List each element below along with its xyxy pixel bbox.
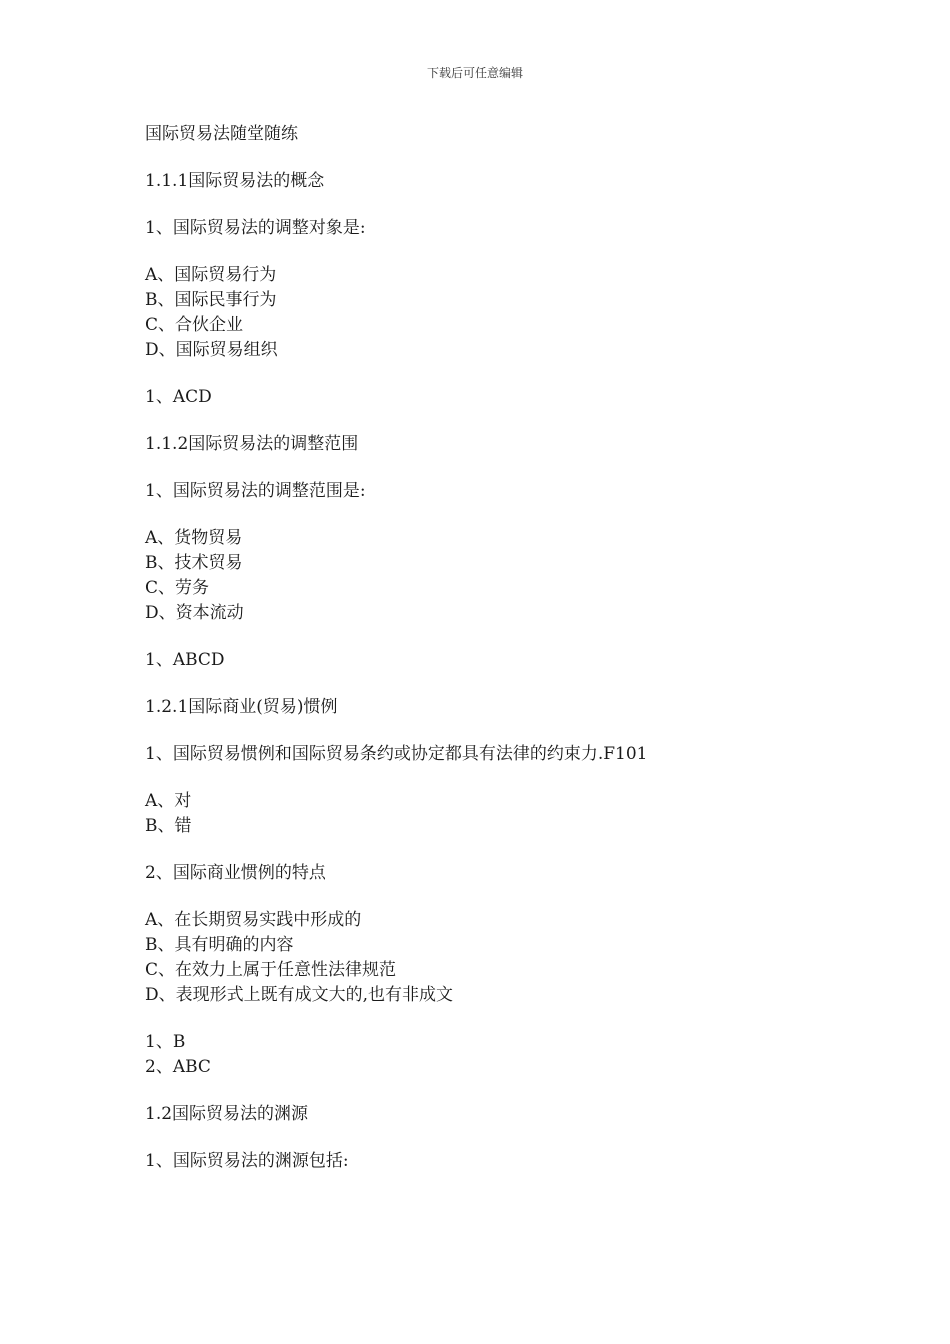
option-d: D、国际贸易组织: [145, 340, 278, 360]
option-b: B、具有明确的内容: [145, 935, 294, 955]
section-heading: 1.1.1国际贸易法的概念: [145, 171, 325, 191]
answer-line: 2、ABC: [145, 1057, 211, 1077]
option-b: B、国际民事行为: [145, 290, 277, 310]
option-a: A、国际贸易行为: [145, 265, 277, 285]
document-title: 国际贸易法随堂随练: [145, 124, 298, 144]
document-body: [145, 122, 865, 1174]
answer-line: 1、ABCD: [145, 650, 225, 670]
answer-line: 1、B: [145, 1032, 186, 1052]
section-heading: 1.1.2国际贸易法的调整范围: [145, 434, 359, 454]
question-text: 1、国际贸易法的调整对象是:: [145, 218, 366, 238]
question-text: 1、国际贸易法的渊源包括:: [145, 1151, 349, 1171]
option-d: D、资本流动: [145, 603, 244, 623]
answer-line: 1、ACD: [145, 387, 212, 407]
option-c: C、合伙企业: [145, 315, 244, 335]
option-b: B、技术贸易: [145, 553, 243, 573]
section-heading: 1.2国际贸易法的渊源: [145, 1104, 309, 1124]
section-heading: 1.2.1国际商业(贸易)惯例: [145, 697, 338, 717]
page-header-note: 下载后可任意编辑: [426, 66, 523, 80]
option-a: A、在长期贸易实践中形成的: [145, 910, 362, 930]
option-c: C、在效力上属于任意性法律规范: [145, 960, 397, 980]
question-text: 1、国际贸易法的调整范围是:: [145, 481, 366, 501]
option-b: B、错: [145, 816, 192, 836]
option-c: C、劳务: [145, 578, 210, 598]
option-a: A、对: [145, 791, 192, 811]
option-d: D、表现形式上既有成文大的,也有非成文: [145, 985, 454, 1005]
option-a: A、货物贸易: [145, 528, 243, 548]
question-text: 2、国际商业惯例的特点: [145, 863, 326, 883]
question-text: 1、国际贸易惯例和国际贸易条约或协定都具有法律的约束力.F101: [145, 744, 648, 764]
